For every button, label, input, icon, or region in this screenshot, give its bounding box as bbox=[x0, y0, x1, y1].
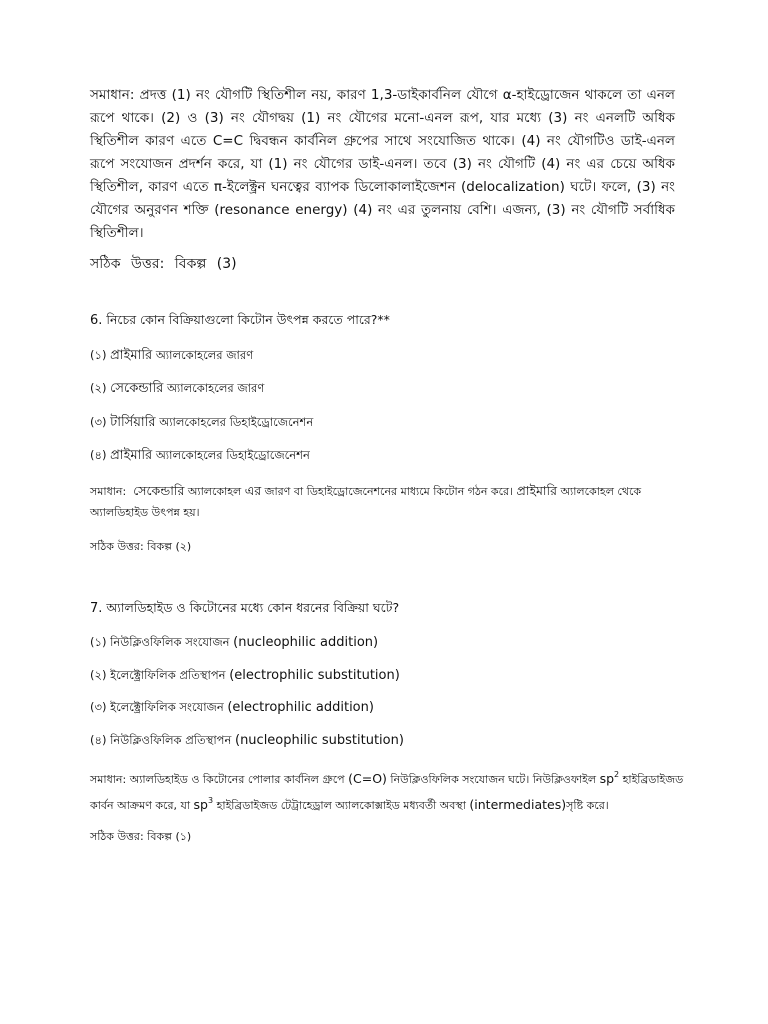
q7-question bbox=[90, 600, 399, 620]
option-term: প্রাইমারি bbox=[110, 448, 153, 463]
option-text: অ্যালকোহলের ডিহাইড্রোজেনেশন bbox=[159, 415, 314, 429]
option-text: অ্যালকোহলের জারণ bbox=[155, 348, 254, 362]
q6-correct-answer: সঠিক উত্তর: বিকল্প (২) bbox=[90, 540, 192, 553]
solution-text: জারণ বা ডিহাইড্রোজেনেশনের মাধ্যমে কিটোন গঠন করে। bbox=[264, 485, 514, 498]
q7-option-4 bbox=[90, 732, 404, 751]
sp-text: sp bbox=[599, 771, 615, 786]
option-english: (electrophilic substitution) bbox=[229, 668, 400, 683]
option-text: (৩) ইলেক্ট্রোফিলিক সংযোজন bbox=[90, 700, 224, 714]
q7-option-1 bbox=[90, 634, 378, 653]
q5-solution-paragraph: সমাধান: প্রদত্ত (1) নং যৌগটি স্থিতিশীল নয়, কারণ 1,3-ডাইকার্বনিল যৌগে α-হাইড্রোজেন থাকলে তা এনল রূপে থাকে। (2) ও (3) নং যৌগদ্বয় (1) নং যৌগের মনো-এনল রূপ, যার মধ্যে (3) নং এনলটি অধিক স্থিতিশীল কারণ এতে C=C দ্বিবন্ধন কার্বনিল গ্রুপের সাথে সংযোজিত থাকে। (4) নং যৌগটিও ডাই-এনল রূপে সংযোজন প্রদর্শন করে, যা (1) নং যৌগের ডাই-এনল। তবে (3) নং যৌগটি (4) নং এর চেয়ে অধিক স্থিতিশীল, কারণ এতে π-ইলেক্ট্রন ঘনত্বের ব্যাপক ডিলোকালাইজেশন (delocalization) ঘটে। ফলে, (3) নং যৌগের অনুরণন শক্তি (resonance energy) (4) নং এর তুলনায় বেশি। এজন্য, (3) নং যৌগটি সর্বাধিক স্থিতিশীল। bbox=[90, 87, 675, 241]
option-term: টার্সিয়ারি bbox=[110, 415, 156, 430]
solution-text: সৃষ্টি করে। bbox=[566, 799, 609, 812]
solution-label: সমাধান: bbox=[90, 485, 127, 498]
superscript: 3 bbox=[208, 796, 214, 805]
option-prefix: (৩) bbox=[90, 415, 107, 429]
option-english: (nucleophilic substitution) bbox=[235, 733, 404, 748]
solution-text: হাইব্রিডাইজড টেট্রাহেড্রাল অ্যালকোক্সাইড মধ্যবর্তী অবস্থা bbox=[216, 799, 466, 812]
q6-option-2 bbox=[90, 379, 264, 400]
option-english: (electrophilic addition) bbox=[227, 700, 374, 715]
solution-text: অ্যালকোহল থেকে অ্যালডিহাইড উৎপন্ন হয়। bbox=[90, 485, 642, 519]
option-prefix: (৪) bbox=[90, 448, 107, 462]
q6-question-text: নিচের কোন বিক্রিয়াগুলো কিটোন উৎপন্ন করতে পারে?** bbox=[106, 312, 390, 327]
q6-number: 6. bbox=[90, 313, 103, 328]
solution-text: হাইব্রিডাইজড কার্বন আক্রমণ করে, যা bbox=[90, 773, 684, 812]
solution-term: প্রাইমারি bbox=[516, 483, 558, 498]
q7-option-2 bbox=[90, 667, 400, 686]
q7-solution bbox=[90, 764, 690, 816]
superscript: 2 bbox=[614, 770, 620, 779]
solution-text: নিউক্লিওফিলিক সংযোজন ঘটে। নিউক্লিওফাইল bbox=[390, 773, 597, 786]
q7-number: 7. bbox=[90, 601, 103, 616]
option-prefix: (২) bbox=[90, 381, 107, 395]
carbonyl-group: (C=O) bbox=[348, 771, 387, 786]
q6-option-1 bbox=[90, 346, 253, 367]
q7-correct-answer: সঠিক উত্তর: বিকল্প (১) bbox=[90, 830, 192, 843]
solution-text: সমাধান: অ্যালডিহাইড ও কিটোনের পোলার কার্বনিল গ্রুপে bbox=[90, 773, 345, 786]
option-term: সেকেন্ডারি bbox=[110, 381, 164, 396]
q7-option-3 bbox=[90, 699, 374, 718]
sp3-term bbox=[194, 797, 214, 812]
solution-term: এর bbox=[244, 483, 262, 498]
q6-solution bbox=[90, 480, 690, 523]
sp2-term bbox=[600, 771, 620, 786]
solution-text: অ্যালকোহল bbox=[187, 485, 242, 498]
option-term: প্রাইমারি bbox=[110, 348, 153, 363]
q6-option-3 bbox=[90, 413, 313, 434]
option-text: (৪) নিউক্লিওফিলিক প্রতিস্থাপন bbox=[90, 733, 232, 747]
option-prefix: (১) bbox=[90, 348, 107, 362]
solution-term: (intermediates) bbox=[469, 797, 567, 812]
q7-question-text: অ্যালডিহাইড ও কিটোনের মধ্যে কোন ধরনের বিক্রিয়া ঘটে? bbox=[106, 600, 400, 615]
q5-correct-answer: সঠিক উত্তর: বিকল্প (3) bbox=[90, 256, 237, 272]
option-text: (২) ইলেক্ট্রোফিলিক প্রতিস্থাপন bbox=[90, 668, 226, 682]
option-text: অ্যালকোহলের জারণ bbox=[166, 381, 265, 395]
sp-text: sp bbox=[193, 797, 208, 812]
option-english: (nucleophilic addition) bbox=[233, 635, 379, 650]
option-text: (১) নিউক্লিওফিলিক সংযোজন bbox=[90, 635, 230, 649]
solution-term: সেকেন্ডারি bbox=[133, 483, 185, 498]
q6-question bbox=[90, 312, 390, 332]
q6-option-4 bbox=[90, 446, 310, 467]
option-text: অ্যালকোহলের ডিহাইড্রোজেনেশন bbox=[155, 448, 310, 462]
